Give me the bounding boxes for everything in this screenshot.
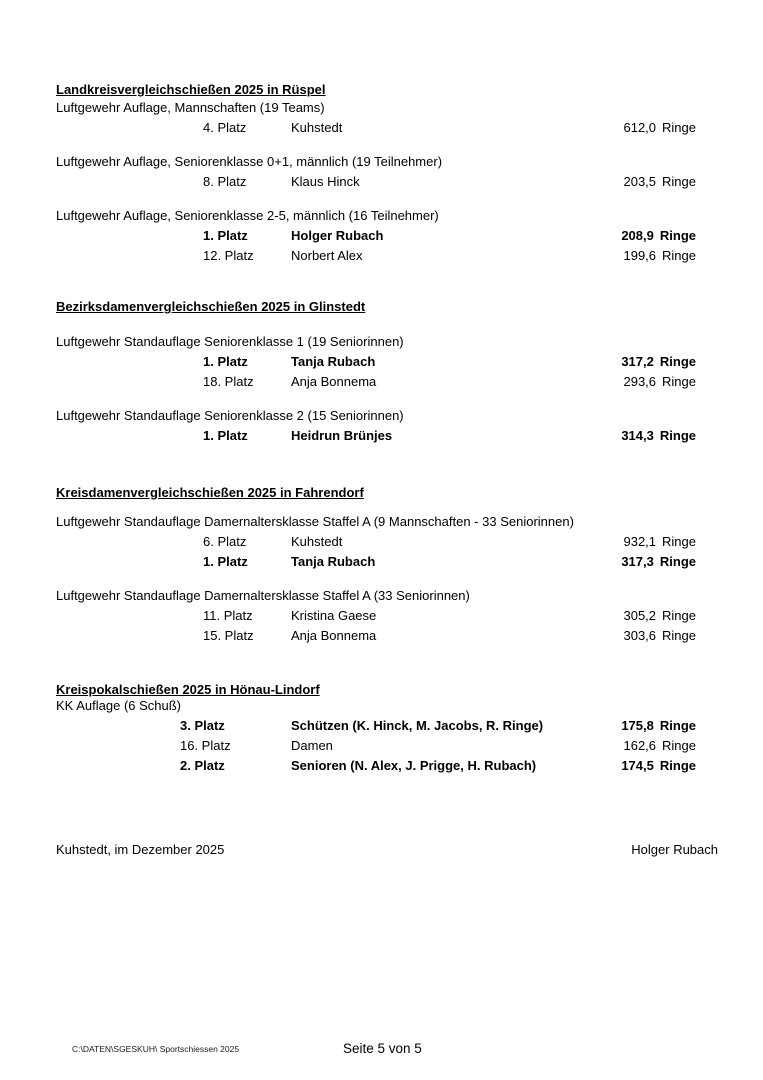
placement-label: 16. Platz [180, 738, 231, 753]
score-value [618, 554, 696, 570]
placement-label: 1. Platz [203, 428, 248, 443]
participant-name: Tanja Rubach [291, 354, 376, 369]
result-row [56, 718, 696, 734]
score-number: 175,8 [621, 718, 654, 733]
score-unit: Ringe [659, 758, 696, 773]
score-number: 203,5 [623, 174, 657, 189]
score-number: 303,6 [623, 628, 657, 643]
score-unit: Ringe [662, 608, 696, 623]
result-row [56, 248, 696, 264]
score-value [620, 534, 696, 550]
participant-name: Schützen (K. Hinck, M. Jacobs, R. Ringe) [291, 718, 544, 733]
participant-name: Heidrun Brünjes [291, 428, 393, 443]
section-title: Kreisdamenvergleichschießen 2025 in Fahrendorf [56, 485, 364, 500]
signature-line [56, 842, 718, 858]
discipline-subtitle: Luftgewehr Standauflage Seniorenklasse 1 (19 Seniorinnen) [56, 334, 404, 349]
discipline-subtitle: Luftgewehr Standauflage Seniorenklasse 2 (15 Seniorinnen) [56, 408, 404, 423]
placement-label: 6. Platz [203, 534, 247, 549]
placement-label: 3. Platz [180, 718, 225, 733]
score-unit: Ringe [659, 354, 696, 369]
score-value [620, 174, 696, 190]
score-number: 199,6 [623, 248, 657, 263]
result-section [0, 682, 763, 774]
score-value [618, 718, 696, 734]
discipline-subtitle: Luftgewehr Auflage, Seniorenklasse 0+1, männlich (19 Teilnehmer) [56, 154, 443, 169]
result-row [56, 174, 696, 190]
score-number: 612,0 [623, 120, 657, 135]
footer-file-path: C:\DATEN\SGESKUH\ Sportschiessen 2025 [72, 1044, 240, 1054]
score-unit: Ringe [659, 718, 696, 733]
score-value [618, 228, 696, 244]
score-unit: Ringe [662, 534, 696, 549]
participant-name: Norbert Alex [291, 248, 363, 263]
score-number: 208,9 [621, 228, 654, 243]
score-unit: Ringe [662, 174, 696, 189]
participant-name: Klaus Hinck [291, 174, 360, 189]
section-title: Landkreisvergleichschießen 2025 in Rüspel [56, 82, 326, 97]
score-number: 932,1 [623, 534, 657, 549]
score-number: 162,6 [623, 738, 657, 753]
participant-name: Tanja Rubach [291, 554, 376, 569]
placement-label: 12. Platz [203, 248, 254, 263]
discipline-subtitle: Luftgewehr Auflage, Mannschaften (19 Teams) [56, 100, 325, 115]
section-title: Kreispokalschießen 2025 in Hönau-Lindorf [56, 682, 320, 697]
score-unit: Ringe [662, 248, 696, 263]
score-unit: Ringe [662, 120, 696, 135]
discipline-subtitle: Luftgewehr Standauflage Damernaltersklasse Staffel A (9 Mannschaften - 33 Seniorinnen) [56, 514, 574, 529]
score-unit: Ringe [662, 628, 696, 643]
result-row [56, 374, 696, 390]
score-unit: Ringe [662, 738, 696, 753]
participant-name: Senioren (N. Alex, J. Prigge, H. Rubach) [291, 758, 537, 773]
result-row [56, 554, 696, 570]
participant-name: Anja Bonnema [291, 374, 377, 389]
score-unit: Ringe [659, 428, 696, 443]
score-value [620, 738, 696, 754]
discipline-subtitle: KK Auflage (6 Schuß) [56, 698, 182, 713]
discipline-subtitle: Luftgewehr Auflage, Seniorenklasse 2-5, männlich (16 Teilnehmer) [56, 208, 439, 223]
result-row [56, 758, 696, 774]
score-value [620, 628, 696, 644]
score-number: 174,5 [621, 758, 654, 773]
result-row [56, 428, 696, 444]
participant-name: Damen [291, 738, 333, 753]
score-number: 314,3 [621, 428, 654, 443]
result-row [56, 120, 696, 136]
signature-author: Holger Rubach [631, 842, 718, 857]
placement-label: 1. Platz [203, 228, 248, 243]
placement-label: 2. Platz [180, 758, 225, 773]
participant-name: Kuhstedt [291, 534, 343, 549]
participant-name: Kristina Gaese [291, 608, 377, 623]
participant-name: Anja Bonnema [291, 628, 377, 643]
discipline-subtitle: Luftgewehr Standauflage Damernaltersklasse Staffel A (33 Seniorinnen) [56, 588, 470, 603]
placement-label: 18. Platz [203, 374, 254, 389]
score-number: 317,2 [621, 354, 654, 369]
signature-place-date: Kuhstedt, im Dezember 2025 [56, 842, 225, 857]
placement-label: 15. Platz [203, 628, 254, 643]
result-row [56, 738, 696, 754]
placement-label: 4. Platz [203, 120, 247, 135]
score-number: 293,6 [623, 374, 657, 389]
score-unit: Ringe [659, 228, 696, 243]
participant-name: Kuhstedt [291, 120, 343, 135]
score-value [618, 354, 696, 370]
result-row [56, 628, 696, 644]
score-number: 317,3 [621, 554, 654, 569]
result-row [56, 534, 696, 550]
participant-name: Holger Rubach [291, 228, 384, 243]
score-value [618, 428, 696, 444]
footer-page-number: Seite 5 von 5 [343, 1041, 422, 1056]
section-title: Bezirksdamenvergleichschießen 2025 in Glinstedt [56, 299, 366, 314]
result-section [0, 485, 763, 644]
result-section [0, 299, 763, 444]
score-value [620, 248, 696, 264]
result-section [0, 82, 763, 264]
placement-label: 8. Platz [203, 174, 247, 189]
score-unit: Ringe [662, 374, 696, 389]
result-row [56, 228, 696, 244]
score-value [620, 608, 696, 624]
result-row [56, 354, 696, 370]
score-value [620, 120, 696, 136]
placement-label: 1. Platz [203, 354, 248, 369]
placement-label: 1. Platz [203, 554, 248, 569]
score-unit: Ringe [659, 554, 696, 569]
score-number: 305,2 [623, 608, 657, 623]
placement-label: 11. Platz [203, 608, 253, 623]
score-value [618, 758, 696, 774]
result-row [56, 608, 696, 624]
score-value [620, 374, 696, 390]
